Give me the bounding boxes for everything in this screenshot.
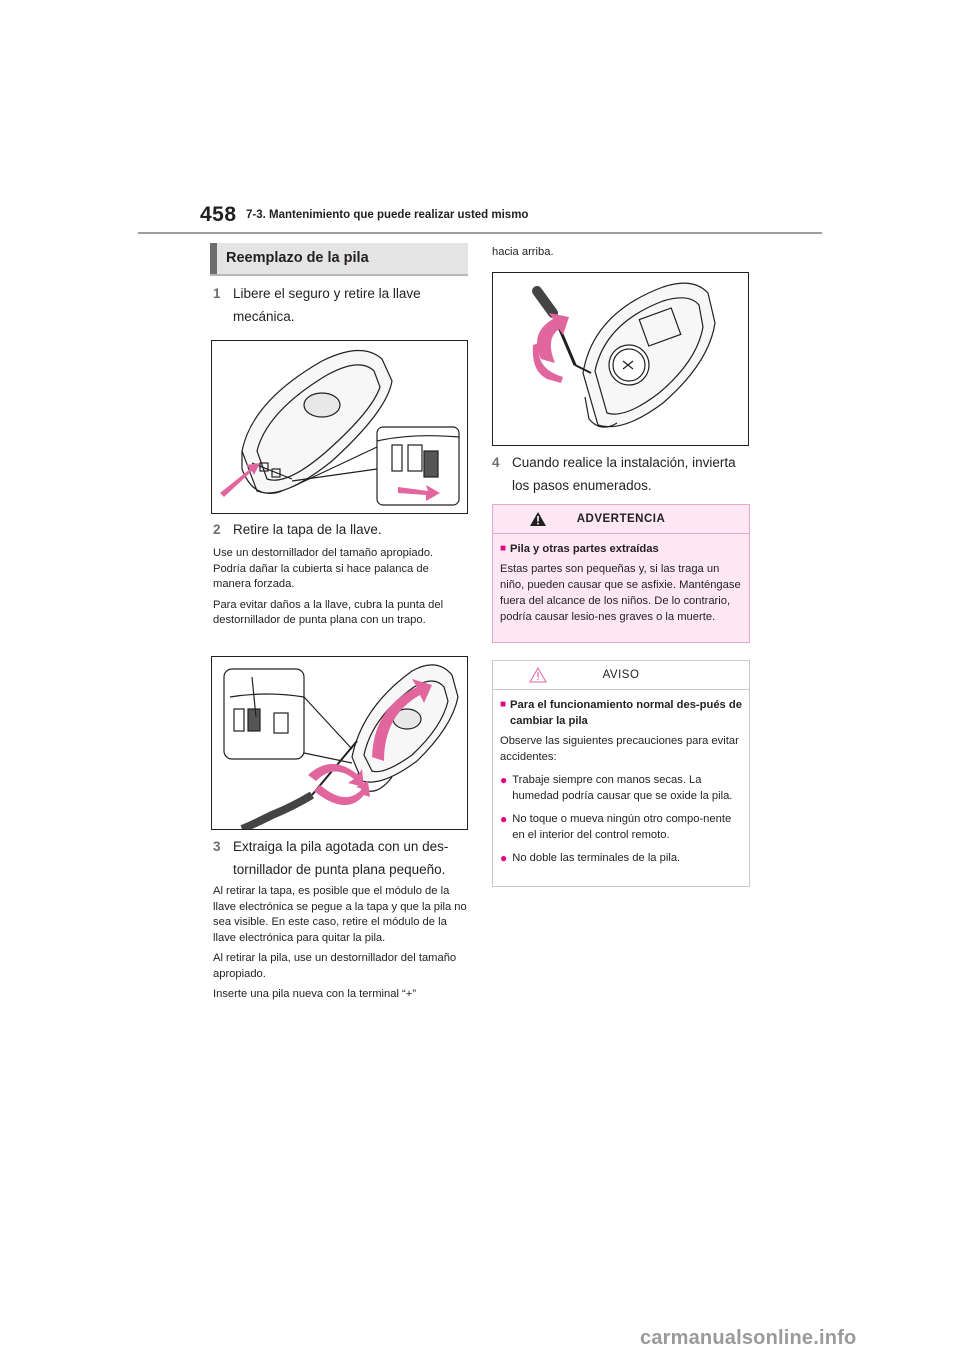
- warning-subtitle-row: [500, 541, 742, 557]
- step-3-note-2: Al retirar la pila, use un destornillador del tamaño apropiado.: [213, 952, 457, 980]
- figure-battery-removal: [492, 272, 749, 446]
- step-3: [213, 835, 468, 881]
- round-bullet-icon: ●: [500, 851, 508, 865]
- twist-arrow-icon: [308, 764, 364, 787]
- step-2-number: 2: [213, 522, 221, 537]
- notice-subtitle-row: [500, 697, 742, 729]
- figure-remove-cover: [211, 656, 468, 830]
- step-2-note-1: Use un destornillador del tamaño apropiado. Podría dañar la cubierta si hace palanca de manera forzada.: [213, 547, 434, 590]
- step-4-number: 4: [492, 455, 500, 470]
- battery-removal-illustration: [493, 273, 748, 445]
- warning-header: [493, 505, 749, 534]
- header-rule: [138, 232, 822, 234]
- step-1: [213, 282, 463, 328]
- notice-bullet: [500, 850, 742, 866]
- step-3-note-3: Inserte una pila nueva con la terminal “+”: [213, 988, 417, 1000]
- cover-removal-illustration: [212, 657, 467, 829]
- step-3-continued: hacia arriba.: [492, 246, 554, 258]
- notice-bullet-text: No doble las terminales de la pila.: [512, 852, 681, 864]
- square-bullet-icon: ■: [500, 543, 507, 554]
- round-bullet-icon: ●: [500, 773, 508, 787]
- warning-box: [492, 504, 750, 643]
- step-3-number: 3: [213, 839, 221, 854]
- step-2-text: Retire la tapa de la llave.: [233, 522, 382, 537]
- step-1-text: Libere el seguro y retire la llave mecánica.: [233, 286, 421, 324]
- notice-bullet: [500, 811, 742, 843]
- section-title: Reemplazo de la pila: [210, 243, 468, 274]
- step-2: [213, 518, 463, 541]
- notice-box: [492, 660, 750, 887]
- step-4: [492, 451, 746, 497]
- warning-subtitle: Pila y otras partes extraídas: [510, 543, 659, 555]
- notice-bullet-text: Trabaje siempre con manos secas. La humedad podría causar que se oxide la pila.: [512, 774, 733, 802]
- notice-bullet: [500, 772, 742, 804]
- step-2-note-2: Para evitar daños a la llave, cubra la punta del destornillador de punta plana con un trapo.: [213, 598, 444, 626]
- round-bullet-icon: ●: [500, 812, 508, 826]
- page-number: 458: [200, 203, 237, 226]
- step-3-text: Extraiga la pila agotada con un des-tornillador de punta plana pequeño.: [233, 839, 449, 877]
- caution-triangle-icon: [529, 667, 547, 683]
- key-fob-illustration: [212, 341, 467, 513]
- figure-mechanical-key: [211, 340, 468, 514]
- warning-triangle-icon: [529, 511, 547, 527]
- notice-bullet-text: No toque o mueva ningún otro compo-nente en el interior del control remoto.: [512, 813, 732, 841]
- step-3-note-1: Al retirar la tapa, es posible que el módulo de la llave electrónica se pegue a la tapa y que la pila no sea visible. En este caso, retire el módulo de la llave electrónica para quitar la pila.: [213, 885, 467, 944]
- notice-intro: Observe las siguientes precauciones para evitar accidentes:: [500, 735, 739, 763]
- notice-title: AVISO: [602, 669, 640, 681]
- chapter-title: 7-3. Mantenimiento que puede realizar usted mismo: [246, 209, 529, 221]
- step-1-number: 1: [213, 286, 221, 301]
- square-bullet-icon: ■: [500, 699, 507, 710]
- notice-header: [493, 661, 749, 690]
- watermark: carmanualsonline.info: [640, 1327, 857, 1349]
- warning-title: ADVERTENCIA: [576, 513, 666, 525]
- step-3-notes: [213, 884, 467, 1003]
- twist-arrow-lower-icon: [314, 781, 370, 805]
- warning-text: Estas partes son pequeñas y, si las traga un niño, pueden causar que se asfixie. Manténgase fuera del alcance de los niños. De lo contrario, podría causar lesio-nes graves o la muerte.: [500, 563, 741, 623]
- notice-subtitle: Para el funcionamiento normal des-pués de cambiar la pila: [510, 699, 742, 727]
- step-4-text: Cuando realice la instalación, invierta los pasos enumerados.: [512, 455, 736, 493]
- step-2-notes: [213, 546, 467, 629]
